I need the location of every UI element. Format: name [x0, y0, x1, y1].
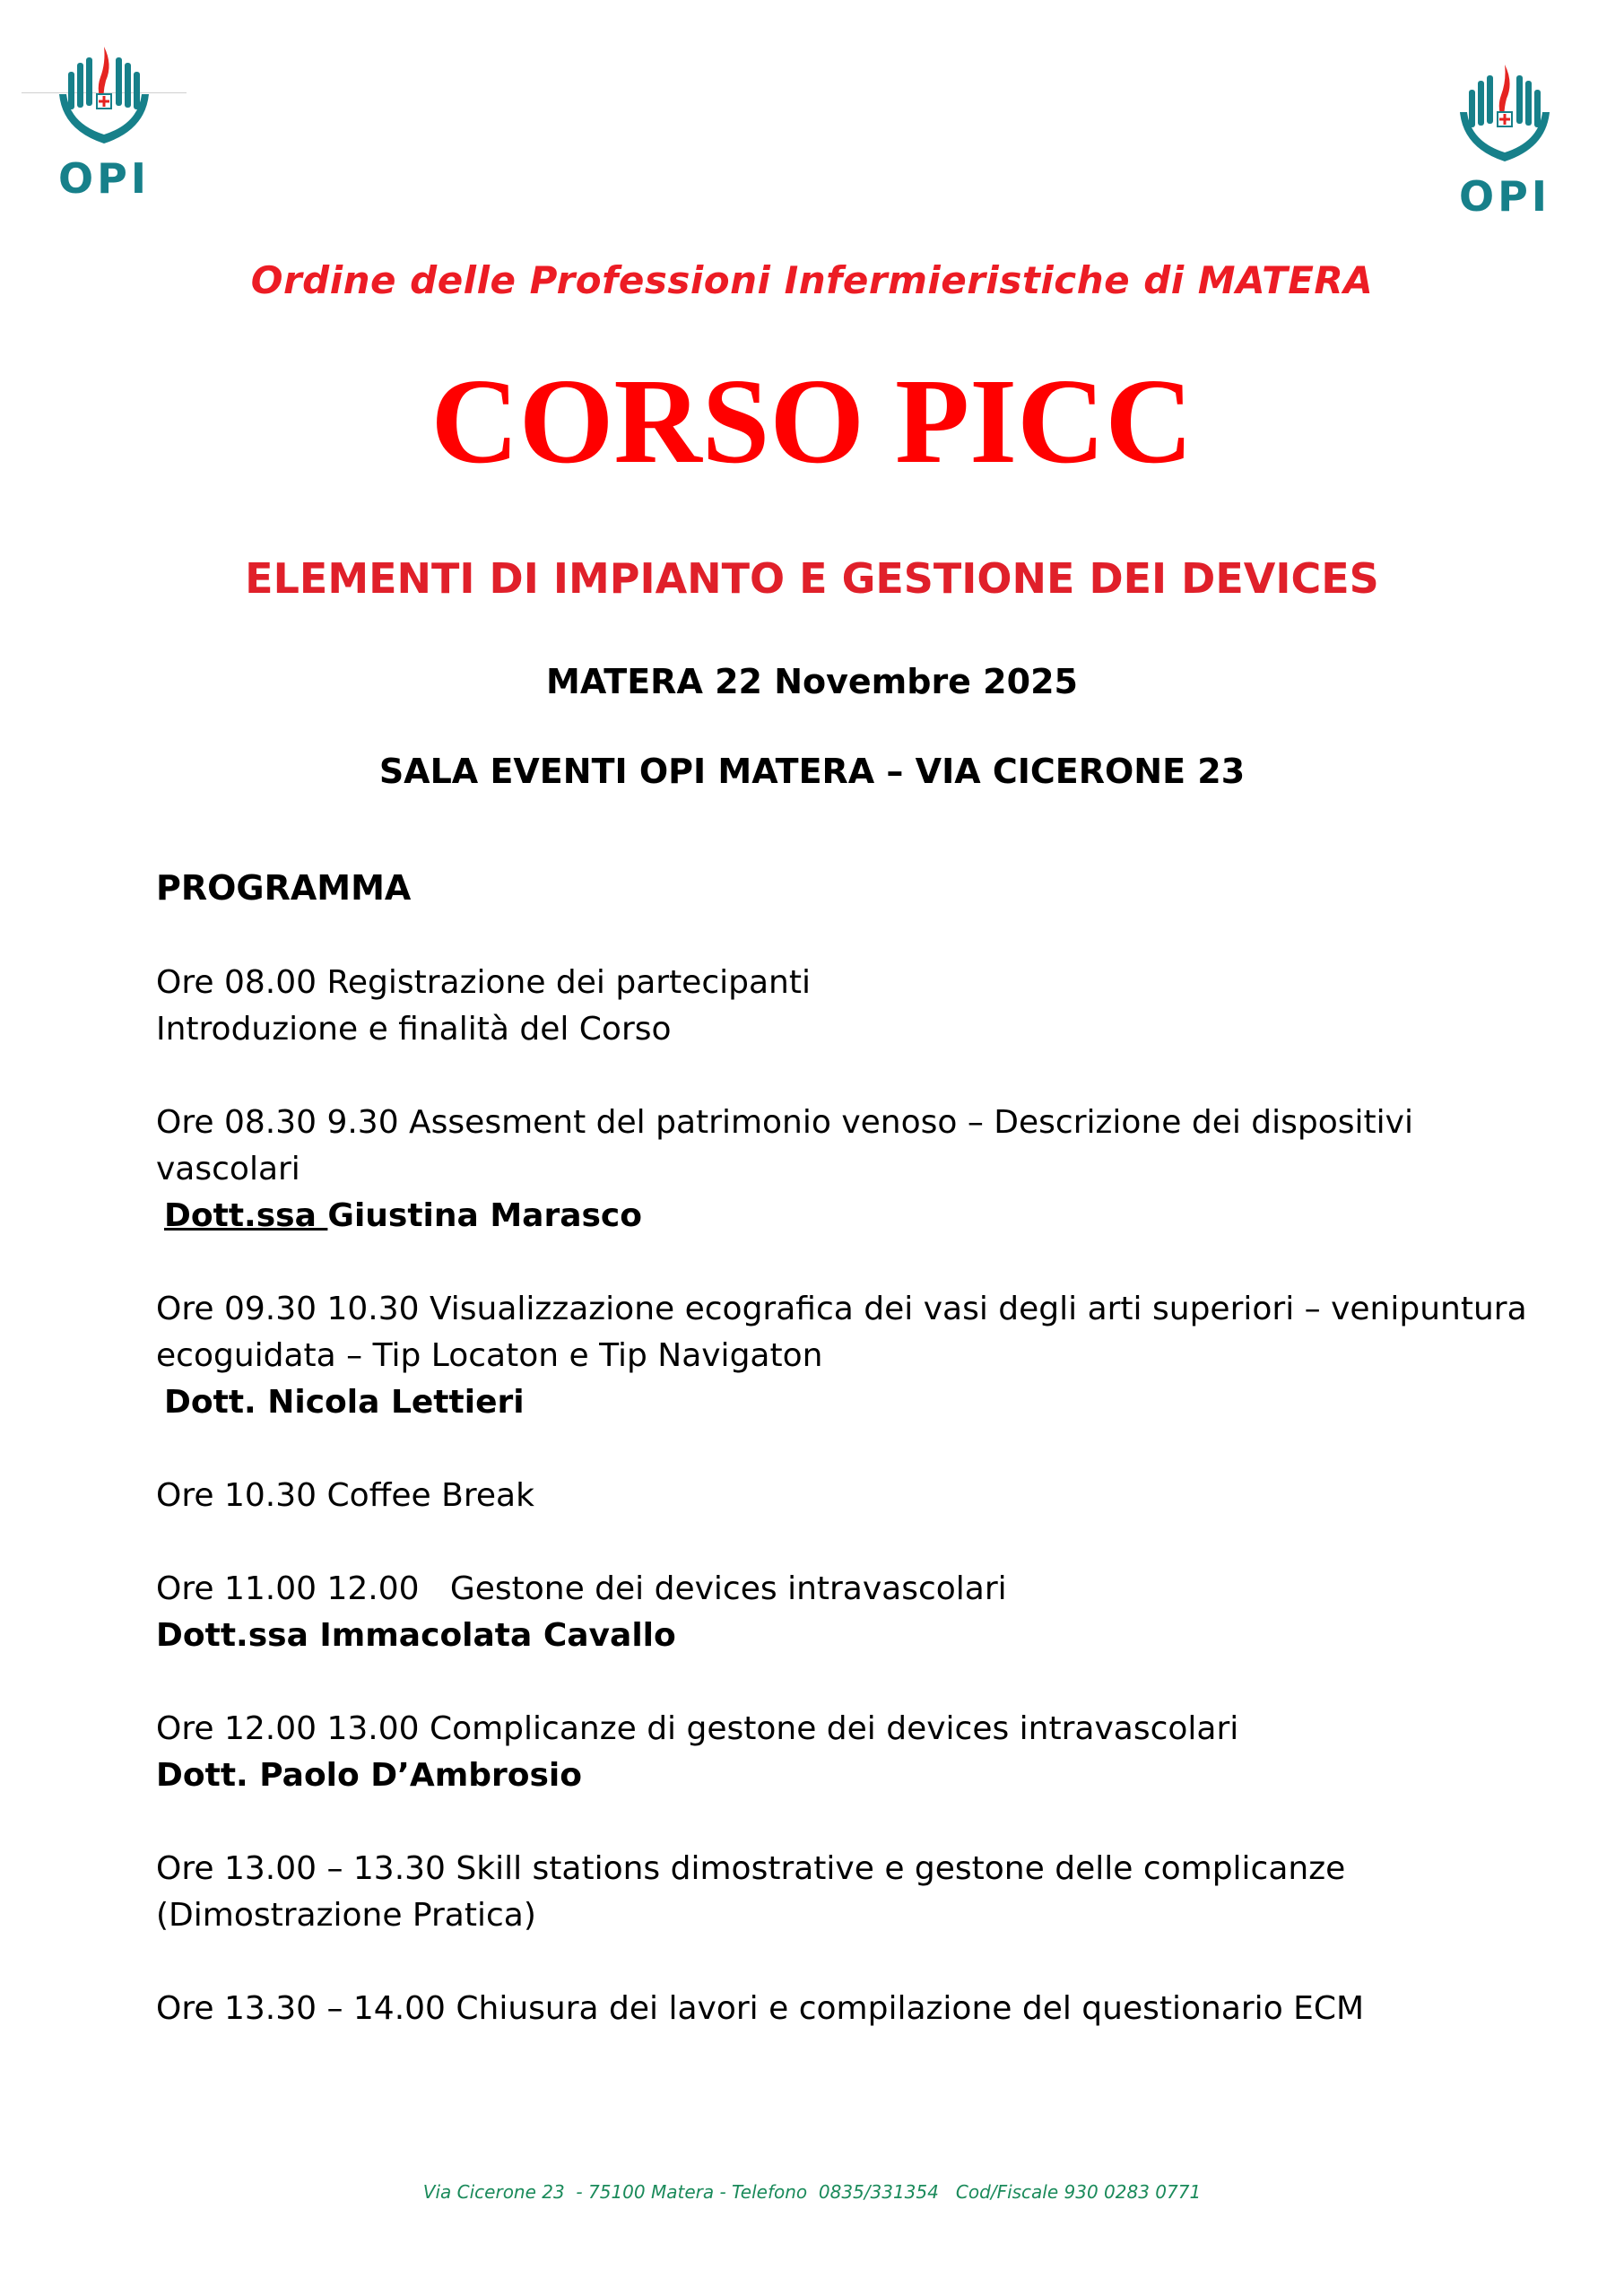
speaker-name: Giustina Marasco [327, 1197, 643, 1234]
program-line: Ore 08.00 Registrazione dei partecipanti [156, 964, 811, 1001]
program-line: Ore 09.30 10.30 Visualizzazione ecografica dei vasi degli arti superiori – venipuntura [156, 1291, 1527, 1327]
program-item [156, 1566, 1501, 1659]
program-line: Ore 08.30 9.30 Assesment del patrimonio venoso – Descrizione dei dispositivi [156, 1104, 1413, 1141]
program-heading: PROGRAMMA [156, 868, 412, 908]
program-line: vascolari [156, 1151, 300, 1187]
page-subtitle: ELEMENTI DI IMPIANTO E GESTIONE DEI DEVICES [245, 554, 1379, 603]
program-line: Ore 11.00 12.00 Gestone dei devices intravascolari [156, 1570, 1007, 1607]
speaker-title: Dott.ssa [164, 1197, 328, 1234]
opi-logo-text: OPI [1459, 172, 1550, 221]
event-date: MATERA 22 Novembre 2025 [546, 662, 1078, 701]
program-line: (Dimostrazione Pratica) [156, 1897, 536, 1934]
program-line: Introduzione e finalità del Corso [156, 1011, 672, 1048]
program-item [156, 960, 1501, 1053]
speaker: Dott. Nicola Lettieri [164, 1384, 525, 1421]
program-item [156, 1286, 1527, 1426]
program-line: Ore 12.00 13.00 Complicanze di gestone dei devices intravascolari [156, 1710, 1239, 1747]
opi-logo-right [1451, 63, 1559, 224]
program-list [156, 960, 1527, 2079]
opi-hands-logo-icon [50, 45, 158, 161]
opi-logo-left [50, 45, 158, 206]
program-item [156, 1100, 1501, 1239]
organization-name: Ordine delle Professioni Infermieristiche di MATERA [250, 258, 1374, 302]
opi-logo-text: OPI [58, 154, 150, 203]
event-venue: SALA EVENTI OPI MATERA – VIA CICERONE 23 [378, 752, 1246, 791]
opi-hands-logo-icon [1451, 63, 1559, 179]
program-item [156, 1473, 1501, 1519]
program-item [156, 1706, 1501, 1799]
page-title: CORSO PICC [430, 354, 1194, 489]
program-item [156, 1846, 1501, 1939]
speaker: Dott.ssa Immacolata Cavallo [156, 1617, 676, 1654]
program-line: Ore 10.30 Coffee Break [156, 1477, 534, 1514]
program-line: Ore 13.30 – 14.00 Chiusura dei lavori e compilazione del questionario ECM [156, 1990, 1365, 2027]
program-line: ecoguidata – Tip Locaton e Tip Navigaton [156, 1337, 823, 1374]
program-line: Ore 13.00 – 13.30 Skill stations dimostrative e gestone delle complicanze [156, 1850, 1346, 1887]
speaker: Dott. Paolo D’Ambrosio [156, 1757, 582, 1794]
footer-contact: Via Cicerone 23 - 75100 Matera - Telefono 0835/331354 Cod/Fiscale 930 0283 0771 [422, 2181, 1202, 2203]
speaker [156, 1193, 1501, 1239]
program-item [156, 1986, 1501, 2032]
